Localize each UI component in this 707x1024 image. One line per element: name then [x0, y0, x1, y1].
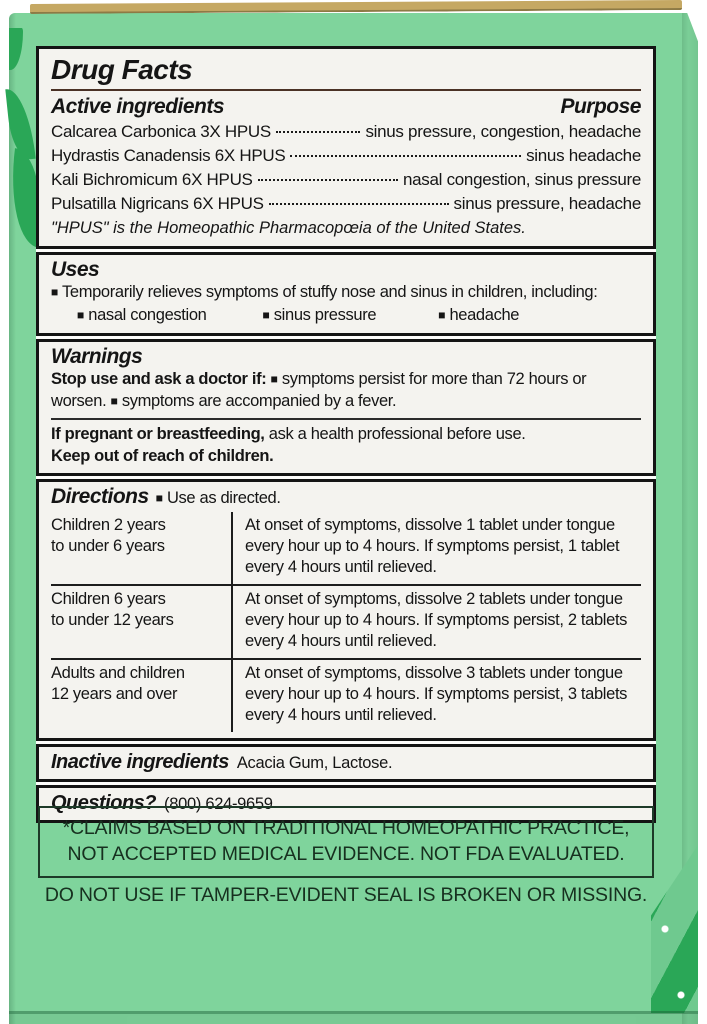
- inactive-heading: Inactive ingredients: [51, 751, 229, 774]
- hpus-note: "HPUS" is the Homeopathic Pharmacopœia of the United States.: [51, 219, 526, 238]
- bullet-square-icon: ■: [77, 308, 85, 323]
- uses-bullet-list: [51, 305, 641, 327]
- ingredient-name: Hydrastis Canadensis 6X HPUS: [51, 146, 286, 166]
- directions-table: [51, 512, 641, 732]
- claims-disclaimer-box: [38, 806, 654, 878]
- active-ingredients-heading: Active ingredients: [51, 95, 225, 119]
- tamper-seal-warning: DO NOT USE IF TAMPER-EVIDENT SEAL IS BROKEN OR MISSING.: [44, 884, 648, 906]
- ingredient-row: [51, 168, 641, 192]
- directions-dosage-cell: At onset of symptoms, dissolve 2 tablets under tongue every hour up to 4 hours. If symptoms persist, 2 tablets every 4 hours until relieved.: [231, 584, 641, 658]
- directions-age-cell: Adults and children 12 years and over: [51, 658, 231, 732]
- section-uses: [36, 252, 656, 336]
- bullet-square-icon: ■: [262, 308, 270, 323]
- warnings-divider: [51, 418, 641, 420]
- section-inactive-ingredients: [36, 744, 656, 782]
- title-rule: [51, 89, 641, 91]
- section-warnings: [36, 339, 656, 476]
- ingredient-row: [51, 192, 641, 216]
- ingredient-name: Kali Bichromicum 6X HPUS: [51, 170, 253, 190]
- box-bottom-flap: [9, 1014, 698, 1024]
- ingredient-name: Calcarea Carbonica 3X HPUS: [51, 122, 271, 142]
- questions-heading: Questions?: [51, 792, 157, 815]
- uses-intro-line: ■ Temporarily relieves symptoms of stuffy nose and sinus in children, including:: [51, 283, 598, 302]
- section-directions: [36, 479, 656, 741]
- ingredient-name: Pulsatilla Nigricans 6X HPUS: [51, 194, 264, 214]
- drug-facts-panel: [36, 46, 656, 823]
- uses-bullet-item: ■ sinus pressure: [262, 306, 377, 325]
- dotted-leader: [276, 131, 361, 133]
- warnings-keep-away: Keep out of reach of children.: [51, 447, 274, 466]
- warnings-pregnant: If pregnant or breastfeeding, ask a health professional before use.: [51, 425, 526, 444]
- purpose-heading: Purpose: [560, 95, 641, 119]
- ingredient-purpose: sinus headache: [526, 146, 641, 166]
- section-active-ingredients: [36, 46, 656, 249]
- uses-bullet-item: ■ nasal congestion: [77, 306, 207, 325]
- bullet-square-icon: ■: [110, 394, 118, 409]
- bullet-square-icon: ■: [155, 491, 163, 506]
- ingredient-row: [51, 120, 641, 144]
- box-top-cardboard-edge: [30, 0, 682, 14]
- directions-dosage-cell: At onset of symptoms, dissolve 3 tablets under tongue every hour up to 4 hours. If symptoms persist, 3 tablets every 4 hours until relieved.: [231, 658, 641, 732]
- ingredient-purpose: nasal congestion, sinus pressure: [403, 170, 641, 190]
- bullet-square-icon: ■: [270, 372, 278, 387]
- warnings-stop-use: Stop use and ask a doctor if: ■ symptoms persist for more than 72 hours or worsen. ■ symptoms are accompanied by a fever.: [51, 370, 587, 411]
- dotted-leader: [258, 179, 398, 181]
- inactive-text: Acacia Gum, Lactose.: [236, 754, 393, 773]
- ingredient-purpose: sinus pressure, headache: [453, 194, 641, 214]
- questions-phone: (800) 624-9659: [164, 795, 273, 814]
- claims-line-2: NOT ACCEPTED MEDICAL EVIDENCE. NOT FDA EVALUATED.: [67, 843, 625, 865]
- bullet-square-icon: ■: [51, 285, 59, 300]
- directions-dosage-cell: At onset of symptoms, dissolve 1 tablet under tongue every hour up to 4 hours. If symptoms persist, 1 tablet every 4 hours until relieved.: [231, 512, 641, 584]
- dotted-leader: [290, 155, 521, 157]
- warnings-heading: Warnings: [51, 345, 143, 369]
- bullet-square-icon: ■: [438, 308, 446, 323]
- dotted-leader: [269, 203, 449, 205]
- uses-heading: Uses: [51, 258, 100, 282]
- ingredient-row: [51, 144, 641, 168]
- directions-age-cell: Children 6 years to under 12 years: [51, 584, 231, 658]
- directions-use-note: ■ Use as directed.: [155, 489, 281, 508]
- drug-facts-title: Drug Facts: [51, 54, 193, 85]
- directions-heading: Directions: [51, 485, 149, 509]
- ingredient-purpose: sinus pressure, congestion, headache: [365, 122, 641, 142]
- claims-line-1: *CLAIMS BASED ON TRADITIONAL HOMEOPATHIC PRACTICE,: [62, 817, 630, 839]
- uses-bullet-item: ■ headache: [438, 306, 520, 325]
- directions-age-cell: Children 2 years to under 6 years: [51, 516, 166, 556]
